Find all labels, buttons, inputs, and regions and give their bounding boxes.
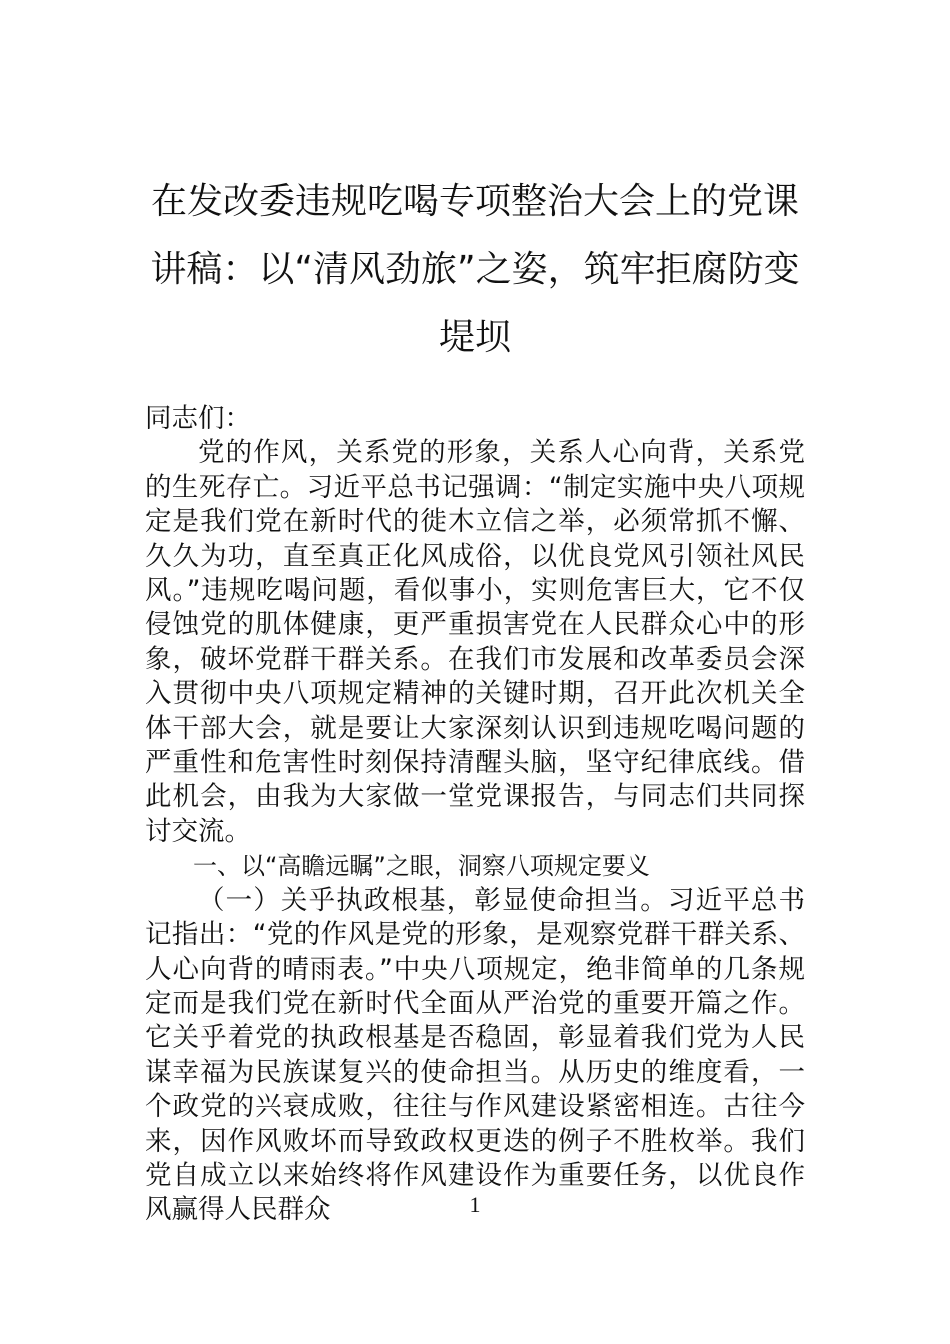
document-body <box>145 402 805 1228</box>
paragraph-subsection-1: （一）关乎执政根基，彰显使命担当。习近平总书记指出：“党的作风是党的形象，是观察党群干群关系、人心向背的晴雨表。”中央八项规定，绝非简单的几条规定而是我们党在新时代全面从严治党的重要开篇之作。它关乎着党的执政根基是否稳固，彰显着我们党为人民谋幸福为民族谋复兴的使命担当。从历史的维度看，一个政党的兴衰成败，往往与作风建设紧密相连。古往今来，因作风败坏而导致政权更迭的例子不胜枚举。我们党自成立以来始终将作风建设作为重要任务，以优良作风赢得人民群众 <box>145 884 805 1226</box>
salutation: 同志们： <box>145 403 251 434</box>
document-title: 在发改委违规吃喝专项整治大会上的党课讲稿：以“清风劲旅”之姿，筑牢拒腐防变堤坝 <box>150 181 800 358</box>
paragraph-intro: 党的作风，关系党的形象，关系人心向背，关系党的生死存亡。习近平总书记强调：“制定实施中央八项规定是我们党在新时代的徙木立信之举，必须常抓不懈、久久为功，直至真正化风成俗，以优良党风引领社风民风。”违规吃喝问题，看似事小，实则危害巨大，它不仅侵蚀党的肌体健康，更严重损害党在人民群众心中的形象，破坏党群干群关系。在我们市发展和改革委员会深入贯彻中央八项规定精神的关键时期，召开此次机关全体干部大会，就是要让大家深刻认识到违规吃喝问题的严重性和危害性时刻保持清醒头脑，坚守纪律底线。借此机会，由我为大家做一堂党课报告，与同志们共同探讨交流。 <box>145 437 805 847</box>
page-number: 1 <box>469 1192 481 1217</box>
section-heading-1: 一、以“高瞻远瞩”之眼，洞察八项规定要义 <box>193 852 650 881</box>
